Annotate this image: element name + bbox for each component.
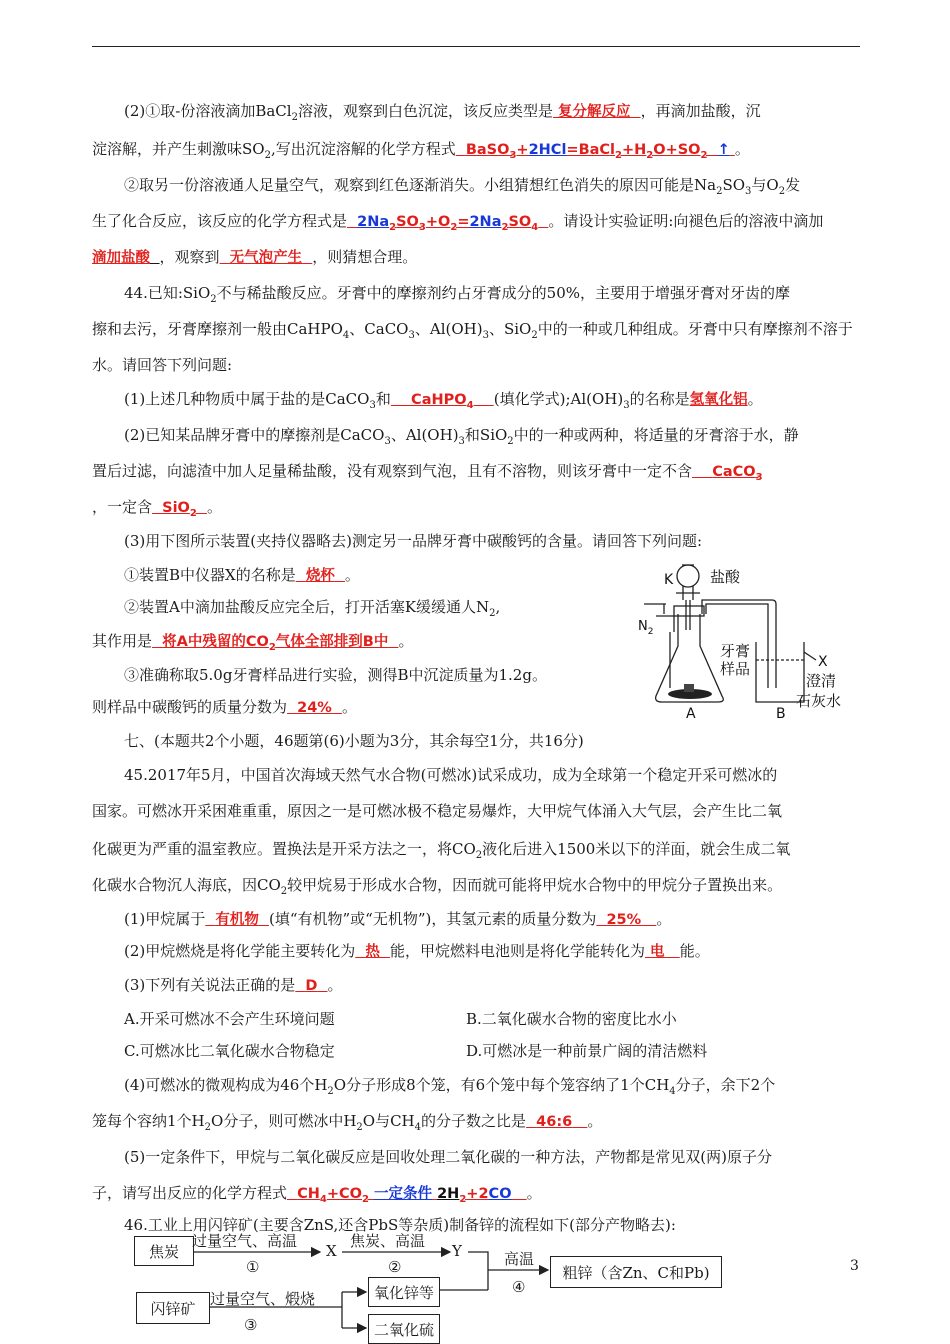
q45-part4-line2: 笼每个容纳1个$H_2O$分子，则可燃冰中$H_2O$与$CH_4$的分子数之比是 46:6 。 [92,1112,603,1133]
answer-hydroxide-name: 氢氧化铝 [689,392,748,408]
q45-line-2: 国家。可燃冰开采困难重重，原因之一是可燃冰极不稳定易爆炸，大甲烷气体涌入大气层，会产生比二氧 [92,802,783,820]
q44-part2-line1: (2)已知某品牌牙膏中的摩擦剂是CaCO$_3$、$Al(OH)_3$和SiO$_2$中的一种或两种，将适量的牙膏溶于水，静 [124,426,799,447]
q44-part1: (1)上述几种物质中属于盐的是CaCO$_3$和 CaHPO$_4$ (填化学式)$;Al(OH)_3$的名称是氢氧化铝。 [124,390,763,411]
answer-equation-3: $CH_4+CO_2$ 一定条件 $2H_2+2CO$ [297,1186,512,1205]
q44-part3-1: ①装置B中仪器X的名称是 烧杯 。 [124,566,360,584]
label-sample-1: 牙膏 [720,642,751,660]
q45-part5-line1: (5)一定条件下，甲烷与二氧化碳反应是回收处理二氧化碳的一种方法，产物都是常见双(两)原子分 [124,1148,772,1166]
answer-hydrogen-fraction: 25% [606,912,642,928]
answer-salt: CaHPO$_4$ [411,392,474,411]
q45-part3: (3)下列有关说法正确的是 D 。 [124,976,343,994]
product-x: X [326,1242,337,1260]
answer-electric: 电 [650,944,665,960]
answer-add: 滴加盐酸 [92,250,150,266]
q43-line-4: 生了化合反应，该反应的化学方程式是 $2Na_2SO_3+O_2=2Na_2SO_4$ 。请设计实验证明:向褪色后的溶液中滴加 [92,212,824,233]
answer-equation-1: $BaSO_3+2HCl=BaCl_2+H_2O+SO_2$ ↑ [465,142,730,161]
q45-part2: (2)甲烷燃烧是将化学能主要转化为 热 能，甲烷燃料电池则是将化学能转化为 电 能。 [124,942,710,960]
q44-part3-2-line2: 其作用是 将A中残留的$CO_2$气体全部排到B中 。 [92,632,414,653]
q44-part3-3-line2: 则样品中碳酸钙的质量分数为 24% 。 [92,698,357,716]
label-a: A [686,706,696,720]
answer-ratio: 46:6 [536,1114,573,1130]
product-y: Y [452,1242,462,1260]
q45-line-3: 化碳更为严重的温室教应。置换法是开采方法之一，将$CO_2$液化后进入1500米以下的洋面，就会生成二氧 [92,840,791,861]
q44-part2-line2: 置后过滤，向滤渣中加人足量稀盐酸，没有观察到气泡，且有不溶物，则该牙膏中一定不含 CaCO$_3$ [92,462,763,483]
q45-line-1: 45.2017年5月，中国首次海域天然气水合物(可燃冰)试采成功，成为全球第一个稳定开采可燃冰的 [124,766,778,784]
q44-line-2: 擦和去污，牙膏摩擦剂一般由CaHPO$_4$、CaCO$_3$、$Al(OH)_3$、SiO$_2$中的一种或几种组成。牙膏中只有摩擦剂不溶于 [92,320,853,341]
option-c: C.可燃冰比二氧化碳水合物稳定 [124,1042,335,1060]
label-x: X [818,654,828,670]
box-crude-zinc: 粗锌（含Zn、C和Pb) [550,1256,722,1288]
q43-line-5: 滴加盐酸 ，观察到 无气泡产生 ，则猜想合理。 [92,248,418,266]
step1-condition: 过量空气、高温 [192,1232,298,1250]
answer-equation-2: $2Na_2SO_3+O_2=2Na_2SO_4$ [357,214,539,233]
box-coke: 焦炭 [134,1236,194,1266]
option-a: A.开采可燃冰不会产生环境问题 [124,1010,335,1028]
section-7-heading: 七、(本题共2个小题，46题第(6)小题为3分，其余每空1分，共16分) [124,732,584,750]
q44-part3-2-line1: ②装置A中滴加盐酸反应完全后，打开活塞K缓缓通人$N_2$, [124,598,501,619]
answer-observe: 无气泡产生 [229,250,303,266]
answer-reaction-type: 复分解反应 [558,104,631,120]
answer-contain: SiO$_2$ [162,500,197,519]
label-b: B [776,706,786,720]
q46-line-1: 46.工业上用闪锌矿(主要含ZnS,还含PbS等杂质)制备锌的流程如下(部分产物略去): [124,1216,676,1234]
q44-part3-3-line1: ③准确称取5.0g牙膏样品进行实验，测得B中沉淀质量为1.2g。 [124,666,547,684]
apparatus-drawing [636,560,862,720]
q43-line-2: 淀溶解，并产生刺激味$SO_2$,写出沉淀溶解的化学方程式 $BaSO_3+2HCl=BaCl_2+H_2O+SO_2$ ↑ 。 [92,140,750,161]
q44-part2-line3: ，一定含 SiO$_2$ 。 [92,498,222,519]
label-n2: $N_2$ [638,619,654,637]
step2-condition: 焦炭、高温 [350,1232,426,1250]
box-so2: 二氧化硫 [368,1314,440,1344]
step4-number: ④ [512,1278,526,1296]
answer-organic: 有机物 [215,912,259,928]
label-k: K [664,572,674,588]
answer-instrument-x: 烧杯 [305,568,335,584]
label-acid: 盐酸 [710,568,741,586]
option-d: D.可燃冰是一种前景广阔的清洁燃料 [466,1042,708,1060]
answer-option: D [305,978,318,994]
process-flow-chart [130,1230,750,1344]
q44-line-3: 水。请回答下列问题: [92,356,233,374]
step4-condition: 高温 [504,1250,535,1268]
apparatus-figure [636,560,862,720]
label-lime-1: 澄清 [806,672,837,690]
page-number: 3 [850,1258,859,1274]
header-rule [92,46,860,47]
q44-part3: (3)用下图所示装置(夹持仪器略去)测定另一品牌牙膏中碳酸钙的含量。请回答下列问题: [124,532,703,550]
step1-number: ① [246,1258,260,1276]
answer-not-contain: CaCO$_3$ [712,464,763,483]
box-zinc-oxide: 氧化锌等 [368,1277,440,1307]
q44-line-1: 44.已知:SiO$_2$不与稀盐酸反应。牙膏中的摩擦剂约占牙膏成分的50%，主要用于增强牙膏对牙齿的摩 [124,284,790,305]
label-lime-2: 石灰水 [796,692,842,710]
step2-number: ② [388,1258,402,1276]
answer-effect: 将A中残留的$CO_2$气体全部排到B中 [162,634,389,653]
q45-line-4: 化碳水合物沉人海底，因$CO_2$较甲烷易于形成水合物，因而就可能将甲烷水合物中的甲烷分子置换出来。 [92,876,783,897]
box-ore: 闪锌矿 [136,1292,210,1324]
q43-line-3: ②取另一份溶液通人足量空气，观察到红色逐渐消失。小组猜想红色消失的原因可能是$Na_2SO_3$与$O_2$发 [124,176,801,197]
q43-line-1: (2)①取-份溶液滴加BaCl$_2$溶液，观察到白色沉淀，该反应类型是 复分解反应 ，再滴加盐酸，沉 [124,102,761,123]
option-b: B.二氧化碳水合物的密度比水小 [466,1010,677,1028]
answer-percent: 24% [297,700,332,716]
q45-part5-line2: 子，请写出反应的化学方程式 $CH_4+CO_2$ 一定条件 $2H_2+2CO$ 。 [92,1184,542,1205]
label-sample-2: 样品 [720,660,751,678]
answer-heat: 热 [365,944,380,960]
step3-condition: 过量空气、煅烧 [210,1290,316,1308]
q45-part4-line1: (4)可燃冰的微观构成为46个$H_2O$分子形成8个笼，有6个笼中每个笼容纳了1个$CH_4$分子，余下2个 [124,1076,776,1097]
q45-part1: (1)甲烷属于 有机物 (填“有机物”或“无机物”)，其氢元素的质量分数为 25% 。 [124,910,672,928]
step3-number: ③ [244,1316,258,1334]
